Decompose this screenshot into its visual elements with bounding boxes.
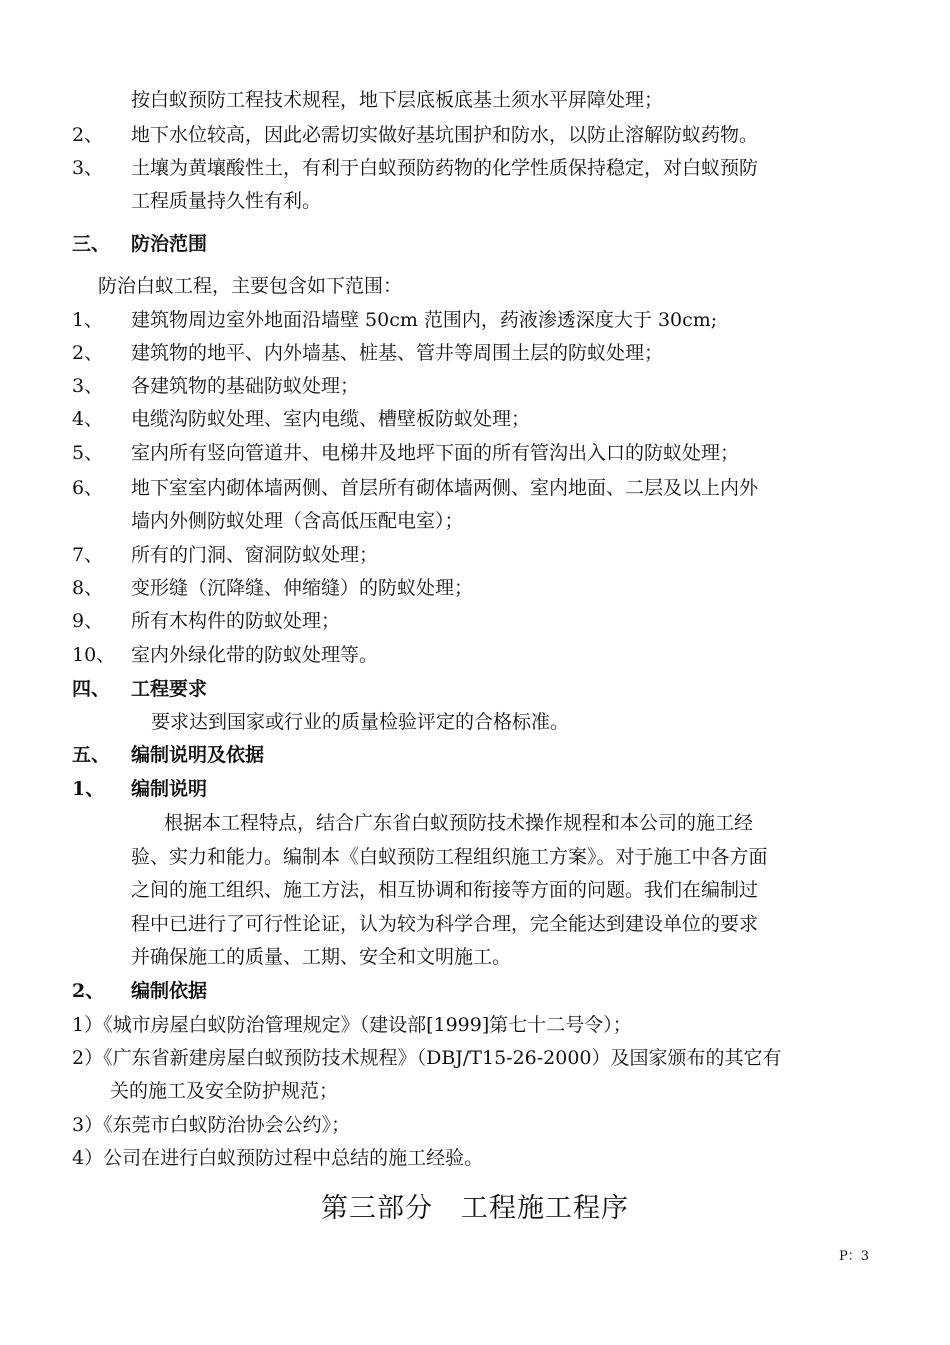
list-item-text: 室内所有竖向管道井、电梯井及地坪下面的所有管沟出入口的防蚁处理； xyxy=(131,442,740,464)
list-item-text: 所有木构件的防蚁处理； xyxy=(131,610,341,632)
reference-item: 4）公司在进行白蚁预防过程中总结的施工经验。 xyxy=(72,1147,484,1169)
list-item-number: 7、 xyxy=(72,544,104,566)
list-item-text: 地下室室内砌体墙两侧、首层所有砌体墙两侧、室内地面、二层及以上内外 xyxy=(131,477,759,499)
list-item-text: 地下水位较高，因此必需切实做好基坑围护和防水，以防止溶解防蚁药物。 xyxy=(131,124,759,146)
subsection-title: 编制说明 xyxy=(131,778,208,800)
subsection-title: 编制依据 xyxy=(131,980,208,1002)
section-text: 要求达到国家或行业的质量检验评定的合格标准。 xyxy=(151,711,570,733)
list-item-text: 变形缝（沉降缝、伸缩缝）的防蚁处理； xyxy=(131,577,474,599)
reference-item: 1）《城市房屋白蚁防治管理规定》（建设部[1999]第七十二号令）； xyxy=(72,1014,632,1036)
list-item-number: 9、 xyxy=(72,610,104,632)
list-item-number: 2、 xyxy=(72,342,104,364)
list-item-number: 1、 xyxy=(72,309,104,331)
section-number: 三、 xyxy=(72,233,111,255)
paragraph-line: 并确保施工的质量、工期、安全和文明施工。 xyxy=(131,946,512,968)
reference-item-continuation: 关的施工及安全防护规范； xyxy=(110,1080,339,1102)
page-number: P：3 xyxy=(839,1249,870,1264)
paragraph-line: 之间的施工组织、施工方法，相互协调和衔接等方面的问题。我们在编制过 xyxy=(131,879,759,901)
list-item-number: 6、 xyxy=(72,477,104,499)
list-item-text: 按白蚁预防工程技术规程，地下层底板底基土须水平屏障处理； xyxy=(131,89,664,111)
list-item-number: 10、 xyxy=(72,644,116,666)
list-item-text: 各建筑物的基础防蚁处理； xyxy=(131,375,360,397)
list-item-text: 室内外绿化带的防蚁处理等。 xyxy=(131,644,379,666)
list-item-number: 8、 xyxy=(72,577,104,599)
section-title: 工程要求 xyxy=(131,678,208,700)
subsection-number: 1、 xyxy=(72,778,105,800)
section-intro: 防治白蚁工程，主要包含如下范围： xyxy=(98,275,403,297)
list-item-text: 土壤为黄壤酸性土，有利于白蚁预防药物的化学性质保持稳定，对白蚁预防 xyxy=(131,157,759,179)
list-item-text: 建筑物的地平、内外墙基、桩基、管井等周围土层的防蚁处理； xyxy=(131,342,664,364)
list-item-number: 2、 xyxy=(72,124,104,146)
list-item-text: 电缆沟防蚁处理、室内电缆、槽壁板防蚁处理； xyxy=(131,408,531,430)
paragraph-line: 程中已进行了可行性论证，认为较为科学合理，完全能达到建设单位的要求 xyxy=(131,913,759,935)
list-item-text: 工程质量持久性有利。 xyxy=(131,190,322,212)
paragraph-line: 验、实力和能力。编制本《白蚁预防工程组织施工方案》。对于施工中各方面 xyxy=(131,846,768,868)
part-title: 第三部分 工程施工程序 xyxy=(321,1193,629,1224)
reference-item: 3）《东莞市白蚁防治协会公约》； xyxy=(72,1114,351,1136)
list-item-number: 5、 xyxy=(72,442,104,464)
list-item-number: 3、 xyxy=(72,375,104,397)
section-number: 五、 xyxy=(72,744,111,766)
list-item-number: 4、 xyxy=(72,408,104,430)
section-number: 四、 xyxy=(72,678,111,700)
subsection-number: 2、 xyxy=(72,980,105,1002)
list-item-text: 所有的门洞、窗洞防蚁处理； xyxy=(131,544,379,566)
reference-item: 2）《广东省新建房屋白蚁预防技术规程》（DBJ/T15-26-2000）及国家颁布的其它有 xyxy=(72,1047,782,1069)
list-item-text: 建筑物周边室外地面沿墙壁 50cm 范围内，药液渗透深度大于 30cm; xyxy=(131,309,718,331)
paragraph-line: 根据本工程特点，结合广东省白蚁预防技术操作规程和本公司的施工经 xyxy=(164,812,754,834)
section-title: 编制说明及依据 xyxy=(131,744,265,766)
section-title: 防治范围 xyxy=(131,233,208,255)
list-item-number: 3、 xyxy=(72,157,104,179)
list-item-text: 墙内外侧防蚁处理（含高低压配电室）； xyxy=(131,510,464,532)
